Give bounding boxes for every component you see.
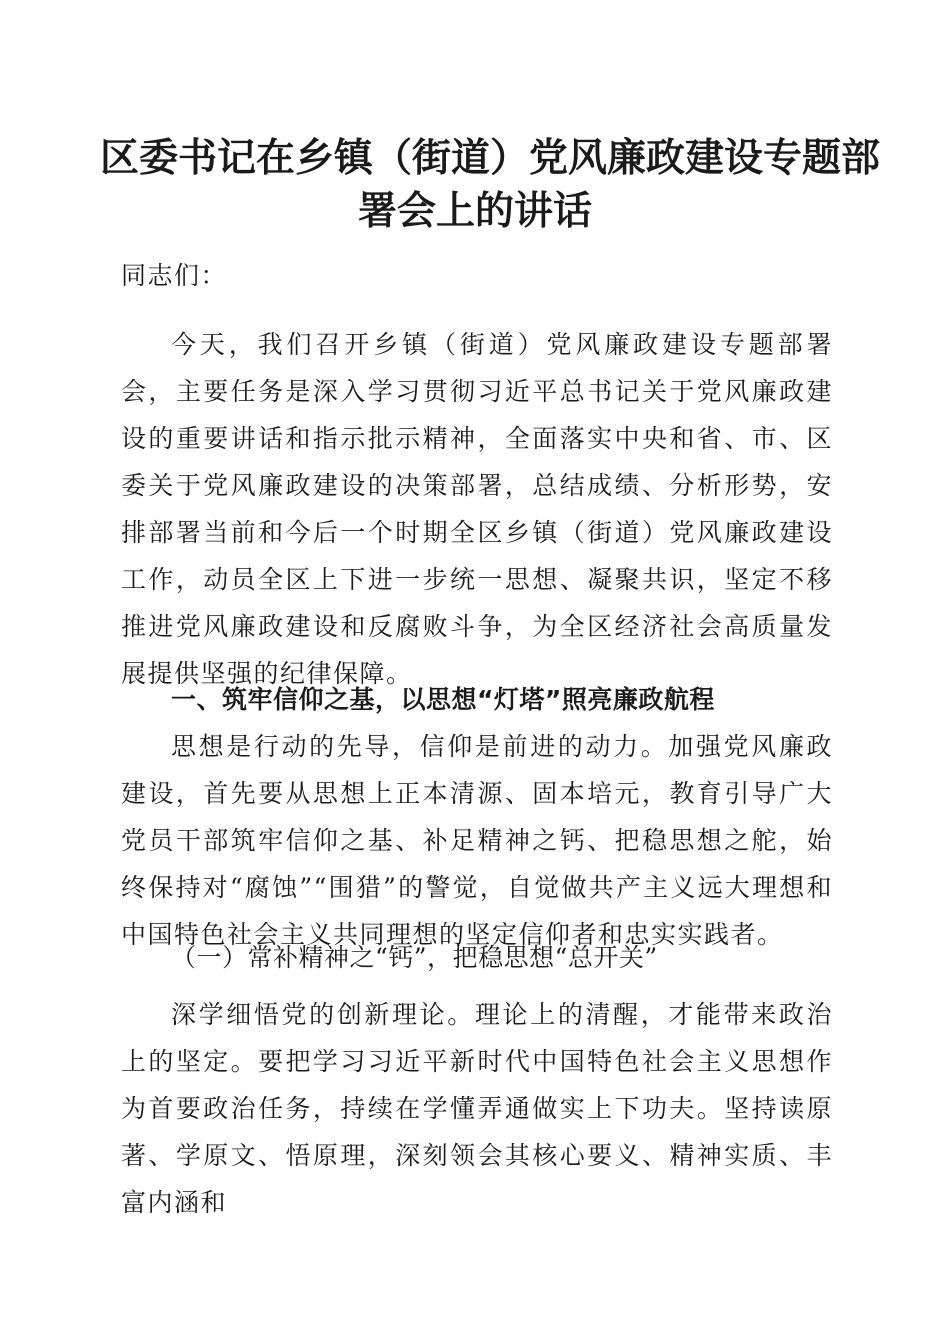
subsection-heading-1: （一）常补精神之“钙”，把稳思想“总开关”: [171, 943, 658, 972]
greeting: 同志们：: [121, 261, 228, 290]
document-title-line1: 区委书记在乡镇（街道）党风廉政建设专题部: [100, 135, 881, 181]
document-title-line2: 署会上的讲话: [357, 188, 592, 234]
paragraph-intro: 今天，我们召开乡镇（街道）党风廉政建设专题部署会，主要任务是深入学习贯彻习近平总书记关于党风廉政建设的重要讲话和指示批示精神，全面落实中央和省、市、区委关于党风廉政建设的决策部署，总结成绩、分析形势，安排部署当前和今后一个时期全区乡镇（街道）党风廉政建设工作，动员全区上下进一步统一思想、凝聚共识，坚定不移推进党风廉政建设和反腐败斗争，为全区经济社会高质量发展提供坚强的纪律保障。: [121, 330, 833, 688]
section-heading-1: 一、筑牢信仰之基，以思想“灯塔”照亮廉政航程: [171, 685, 715, 714]
paragraph-section-1: 思想是行动的先导，信仰是前进的动力。加强党风廉政建设，首先要从思想上正本清源、固本培元，教育引导广大党员干部筑牢信仰之基、补足精神之钙、把稳思想之舵，始终保持对“腐蚀”“围猎”的警觉，自觉做共产主义远大理想和中国特色社会主义共同理想的坚定信仰者和忠实实践者。: [121, 732, 833, 949]
paragraph-subsection-1: 深学细悟党的创新理论。理论上的清醒，才能带来政治上的坚定。要把学习习近平新时代中国特色社会主义思想作为首要政治任务，持续在学懂弄通做实上下功夫。坚持读原著、学原文、悟原理，深刻领会其核心要义、精神实质、丰富内涵和: [121, 1000, 833, 1217]
